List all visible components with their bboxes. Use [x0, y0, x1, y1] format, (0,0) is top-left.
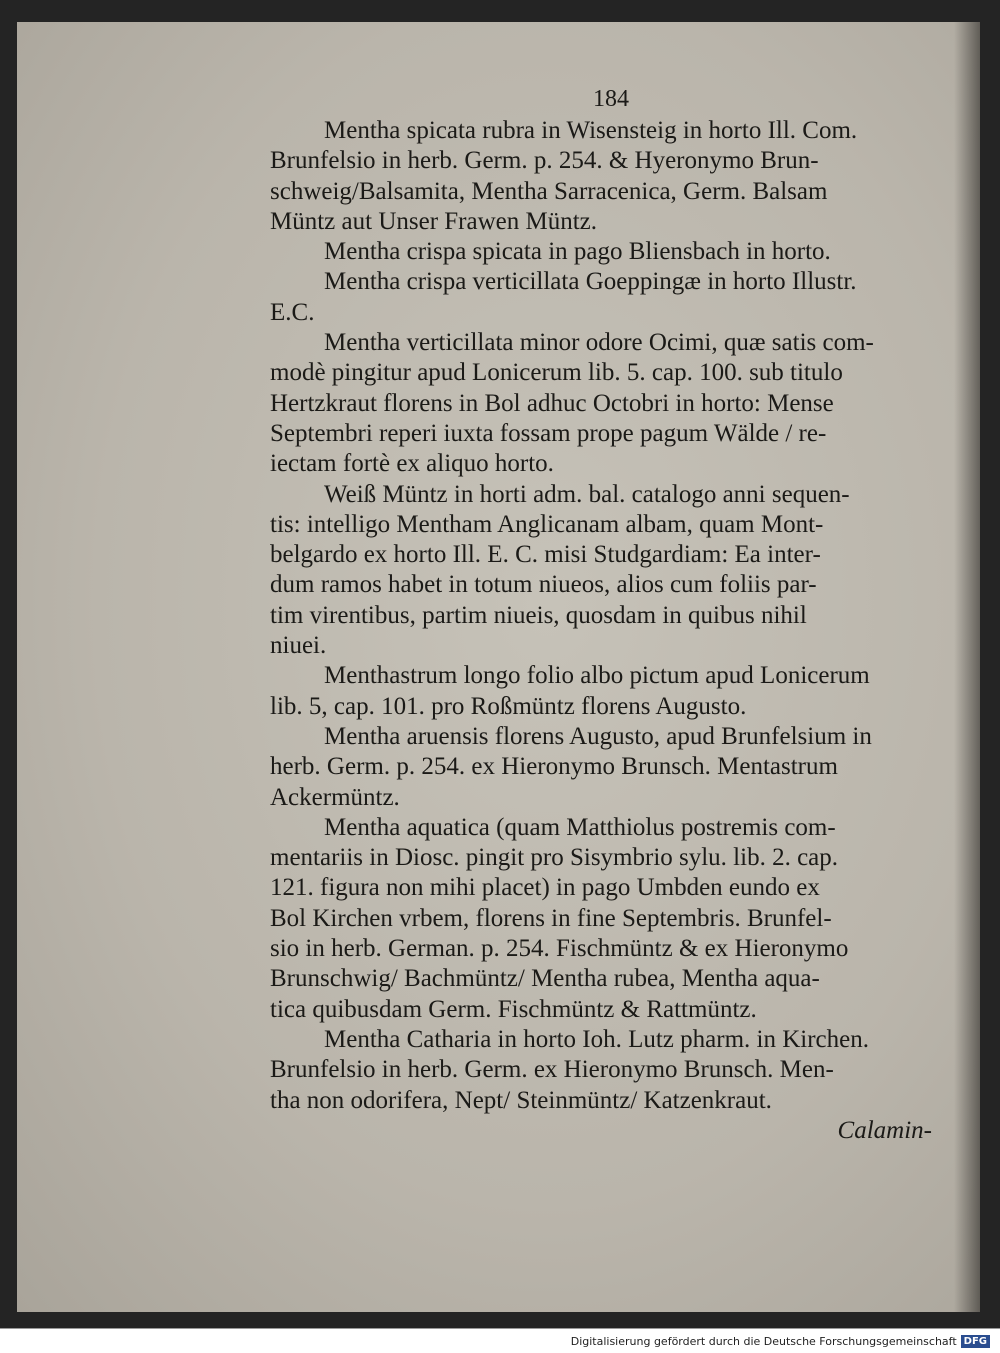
page-number: 184: [593, 86, 629, 112]
footer-bar: [0, 1328, 1000, 1353]
text-line: modè pingitur apud Lonicerum lib. 5. cap. 100. sub titulo: [270, 359, 843, 387]
text-line: Mentha aruensis florens Augusto, apud Brunfelsium in: [324, 722, 872, 750]
text-line: tica quibusdam Germ. Fischmüntz & Rattmüntz.: [270, 995, 757, 1023]
text-line: Müntz aut Unser Frawen Müntz.: [270, 207, 598, 235]
text-line: Brunfelsio in herb. Germ. ex Hieronymo Brunsch. Men-: [270, 1056, 834, 1084]
text-line: Mentha Catharia in horto Ioh. Lutz pharm. in Kirchen.: [324, 1025, 869, 1053]
text-line: Septembri reperi iuxta fossam prope pagum Wälde / re-: [270, 419, 827, 447]
text-line: herb. Germ. p. 254. ex Hieronymo Brunsch. Mentastrum: [270, 753, 838, 781]
text-line: Menthastrum longo folio albo pictum apud Lonicerum: [324, 662, 870, 690]
text-line: Brunfelsio in herb. Germ. p. 254. & Hyeronymo Brun-: [270, 147, 819, 175]
text-line: Mentha aquatica (quam Matthiolus postremis com-: [324, 813, 836, 841]
text-line: niuei.: [270, 632, 327, 660]
text-line: Hertzkraut florens in Bol adhuc Octobri in horto: Mense: [270, 389, 834, 417]
text-line: tha non odorifera, Nept/ Steinmüntz/ Katzenkraut.: [270, 1086, 772, 1114]
text-line: tis: intelligo Mentham Anglicanam albam, quam Mont-: [270, 510, 824, 538]
text-line: Mentha crispa spicata in pago Bliensbach in horto.: [324, 238, 831, 266]
text-line: schweig/Balsamita, Mentha Sarracenica, Germ. Balsam: [270, 177, 828, 205]
text-line: mentariis in Diosc. pingit pro Sisymbrio sylu. lib. 2. cap.: [270, 844, 839, 872]
page-spine-shadow: [954, 22, 980, 1312]
catchword: Calamin-: [837, 1116, 932, 1144]
text-line: Mentha crispa verticillata Goeppingæ in horto Illustr.: [324, 268, 857, 296]
text-line: 121. figura non mihi placet) in pago Umbden eundo ex: [270, 874, 820, 902]
text-line: tim virentibus, partim niueis, quosdam in quibus nihil: [270, 601, 807, 629]
dfg-logo: DFG: [961, 1335, 990, 1348]
footer-credit: Digitalisierung gefördert durch die Deutsche Forschungsgemeinschaft: [570, 1334, 957, 1348]
text-line: Mentha spicata rubra in Wisensteig in horto Ill. Com.: [324, 117, 858, 144]
text-line: Weiß Müntz in horti adm. bal. catalogo anni sequen-: [324, 480, 850, 508]
page-text-block: [270, 86, 932, 1146]
text-line: dum ramos habet in totum niueos, alios cum foliis par-: [270, 571, 817, 599]
text-line: belgardo ex horto Ill. E. C. misi Studgardiam: Ea inter-: [270, 541, 821, 569]
text-line: iectam fortè ex aliquo horto.: [270, 450, 554, 478]
text-line: lib. 5, cap. 101. pro Roßmüntz florens Augusto.: [270, 692, 747, 720]
text-line: Brunschwig/ Bachmüntz/ Mentha rubea, Mentha aqua-: [270, 965, 820, 993]
text-line: Bol Kirchen vrbem, florens in fine Septembris. Brunfel-: [270, 904, 832, 932]
text-line: sio in herb. German. p. 254. Fischmüntz & ex Hieronymo: [270, 935, 849, 963]
text-line: E.C.: [270, 298, 315, 326]
text-line: Mentha verticillata minor odore Ocimi, quæ satis com-: [324, 329, 874, 357]
text-line: Ackermüntz.: [270, 783, 400, 811]
